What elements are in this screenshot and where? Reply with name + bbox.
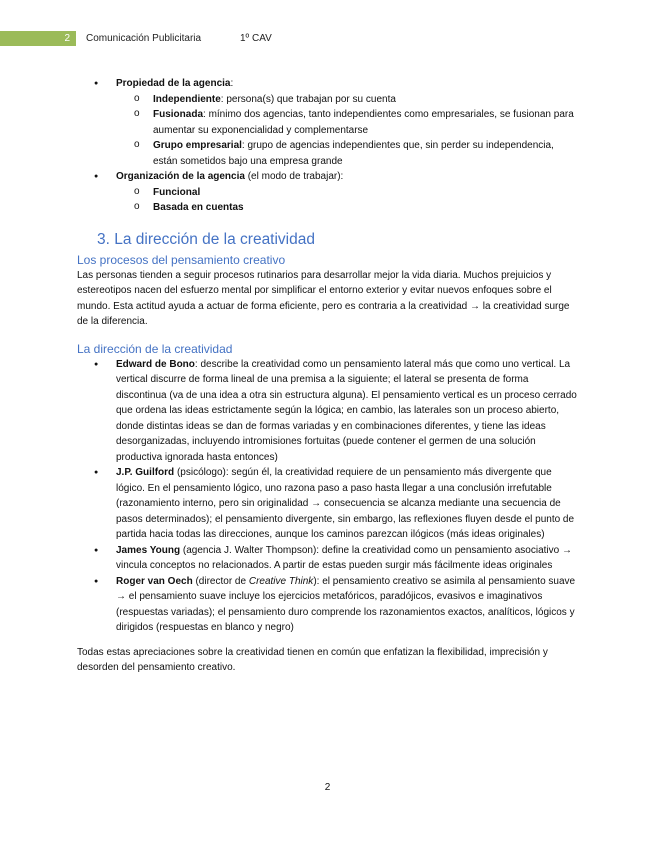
list-term: Basada en cuentas [153,202,244,213]
page-header [0,31,655,46]
list-item: ● Roger van Oech (director de Creative Think): el pensamiento creativo se asimila al pensamiento suave → el pensamiento suave incluye los ejercicios metafóricos, paradójicos, evasivos e imaginativos (respuestas variadas); el pensamiento duro comprende los razonamientos exactos, analíticos, lógicos y dirigidos (respuestas en blanco y negro) [77,574,579,636]
sub-list [116,92,579,170]
subsection-heading: Los procesos del pensamiento creativo [77,252,286,267]
list-term: James Young [116,544,181,556]
list-term: Funcional [153,186,201,198]
authors-list [77,357,579,636]
header-title: Comunicación Publicitaria [86,33,202,44]
document-body [77,76,579,676]
list-item: ● Edward de Bono: describe la creatividad como un pensamiento lateral más que como uno vertical. La vertical discurre de forma lineal de una premisa a la siguiente; el lateral se presenta de forma discontinua (va de una idea a otra sin estructura alguna). El pensamiento vertical es un proceso cerrado que ordena las ideas estrictamente según la lógica; en cambio, las laterales son un proceso abierto, donde distintas ideas se dan de formas variadas y en combinaciones diferentes, y tiene las ideas desorganizadas, incluyendo intromisiones fortuitas (puede contener el germen de una solución productiva ignorada hasta entonces) [77,357,579,466]
agency-list [77,76,579,216]
list-term: Organización de la agencia [116,171,245,182]
list-item: ● Propiedad de la agencia: o Independiente: persona(s) que trabajan por su cuenta o Fusionada: mínimo dos agencias, tanto independientes como empresariales, se fusionan para aumentar su exponencialidad y complementarse o Grupo empresarial: grupo de agencias independientes que, sin perder su independencia, están sometidos bajo una empresa grande [77,76,579,169]
list-item [77,200,579,216]
list-term: J.P. Guilford [116,467,175,478]
list-item: ● J.P. Guilford (psicólogo): según él, la creatividad requiere de un pensamiento más divergente que lógico. En el pensamiento lógico, uno razona paso a paso hasta llegar a una conclusión irrefutable (razonamiento interno, pero sin originalidad → consecuencia se alcanza mediante una secuencia de pasos determinados); el pensamiento divergente, sin embargo, las reflexiones fluyen desde el punto de partida hacia todas las direcciones, aunque los caminos parezcan ilógicos (más ideas originales) [77,465,579,543]
header-course: 1º CAV [240,33,272,44]
list-term: Grupo empresarial [153,140,242,151]
footer-page-number: 2 [324,782,331,793]
list-term: Independiente [153,93,221,105]
list-item: o Independiente: persona(s) que trabajan por su cuenta [77,92,579,108]
header-page-number: 2 [0,31,76,46]
list-item [77,185,579,201]
subsection-heading: La dirección de la creatividad [77,341,233,356]
closing-paragraph: Todas estas apreciaciones sobre la creatividad tienen en común que enfatizan la flexibilidad, imprecisión y desorden del pensamiento creativo. [77,646,548,673]
list-item: o Grupo empresarial: grupo de agencias independientes que, sin perder su independencia, están sometidos bajo una empresa grande [77,138,579,169]
section-heading: 3. La dirección de la creatividad [97,230,315,248]
list-term: Edward de Bono [116,358,195,370]
paragraph: Las personas tienden a seguir procesos rutinarios para desarrollar mejor la vida diaria. Muchos prejuicios y estereotipos nacen del esfuerzo mental por simplificar el entorno exterior y evitar nuevos enfoques sobre el mundo. Esta actitud ayuda a actuar de forma eficiente, pero es contraria a la creatividad → la creatividad surge de la diferencia. [77,269,570,327]
list-item: ● James Young (agencia J. Walter Thompson): define la creatividad como un pensamiento asociativo → vincula conceptos no relacionados. A partir de estas pueden surgir más fácilmente ideas originales [77,543,579,574]
list-item: ● Organización de la agencia (el modo de trabajar): o Funcional o Basada en cuentas [77,169,579,216]
list-term: Roger van Oech [116,575,193,587]
list-item: o Fusionada: mínimo dos agencias, tanto independientes como empresariales, se fusionan para aumentar su exponencialidad y complementarse [77,107,579,138]
list-term: Propiedad de la agencia [116,78,231,89]
list-term: Fusionada [153,109,204,120]
sub-list [116,185,579,216]
